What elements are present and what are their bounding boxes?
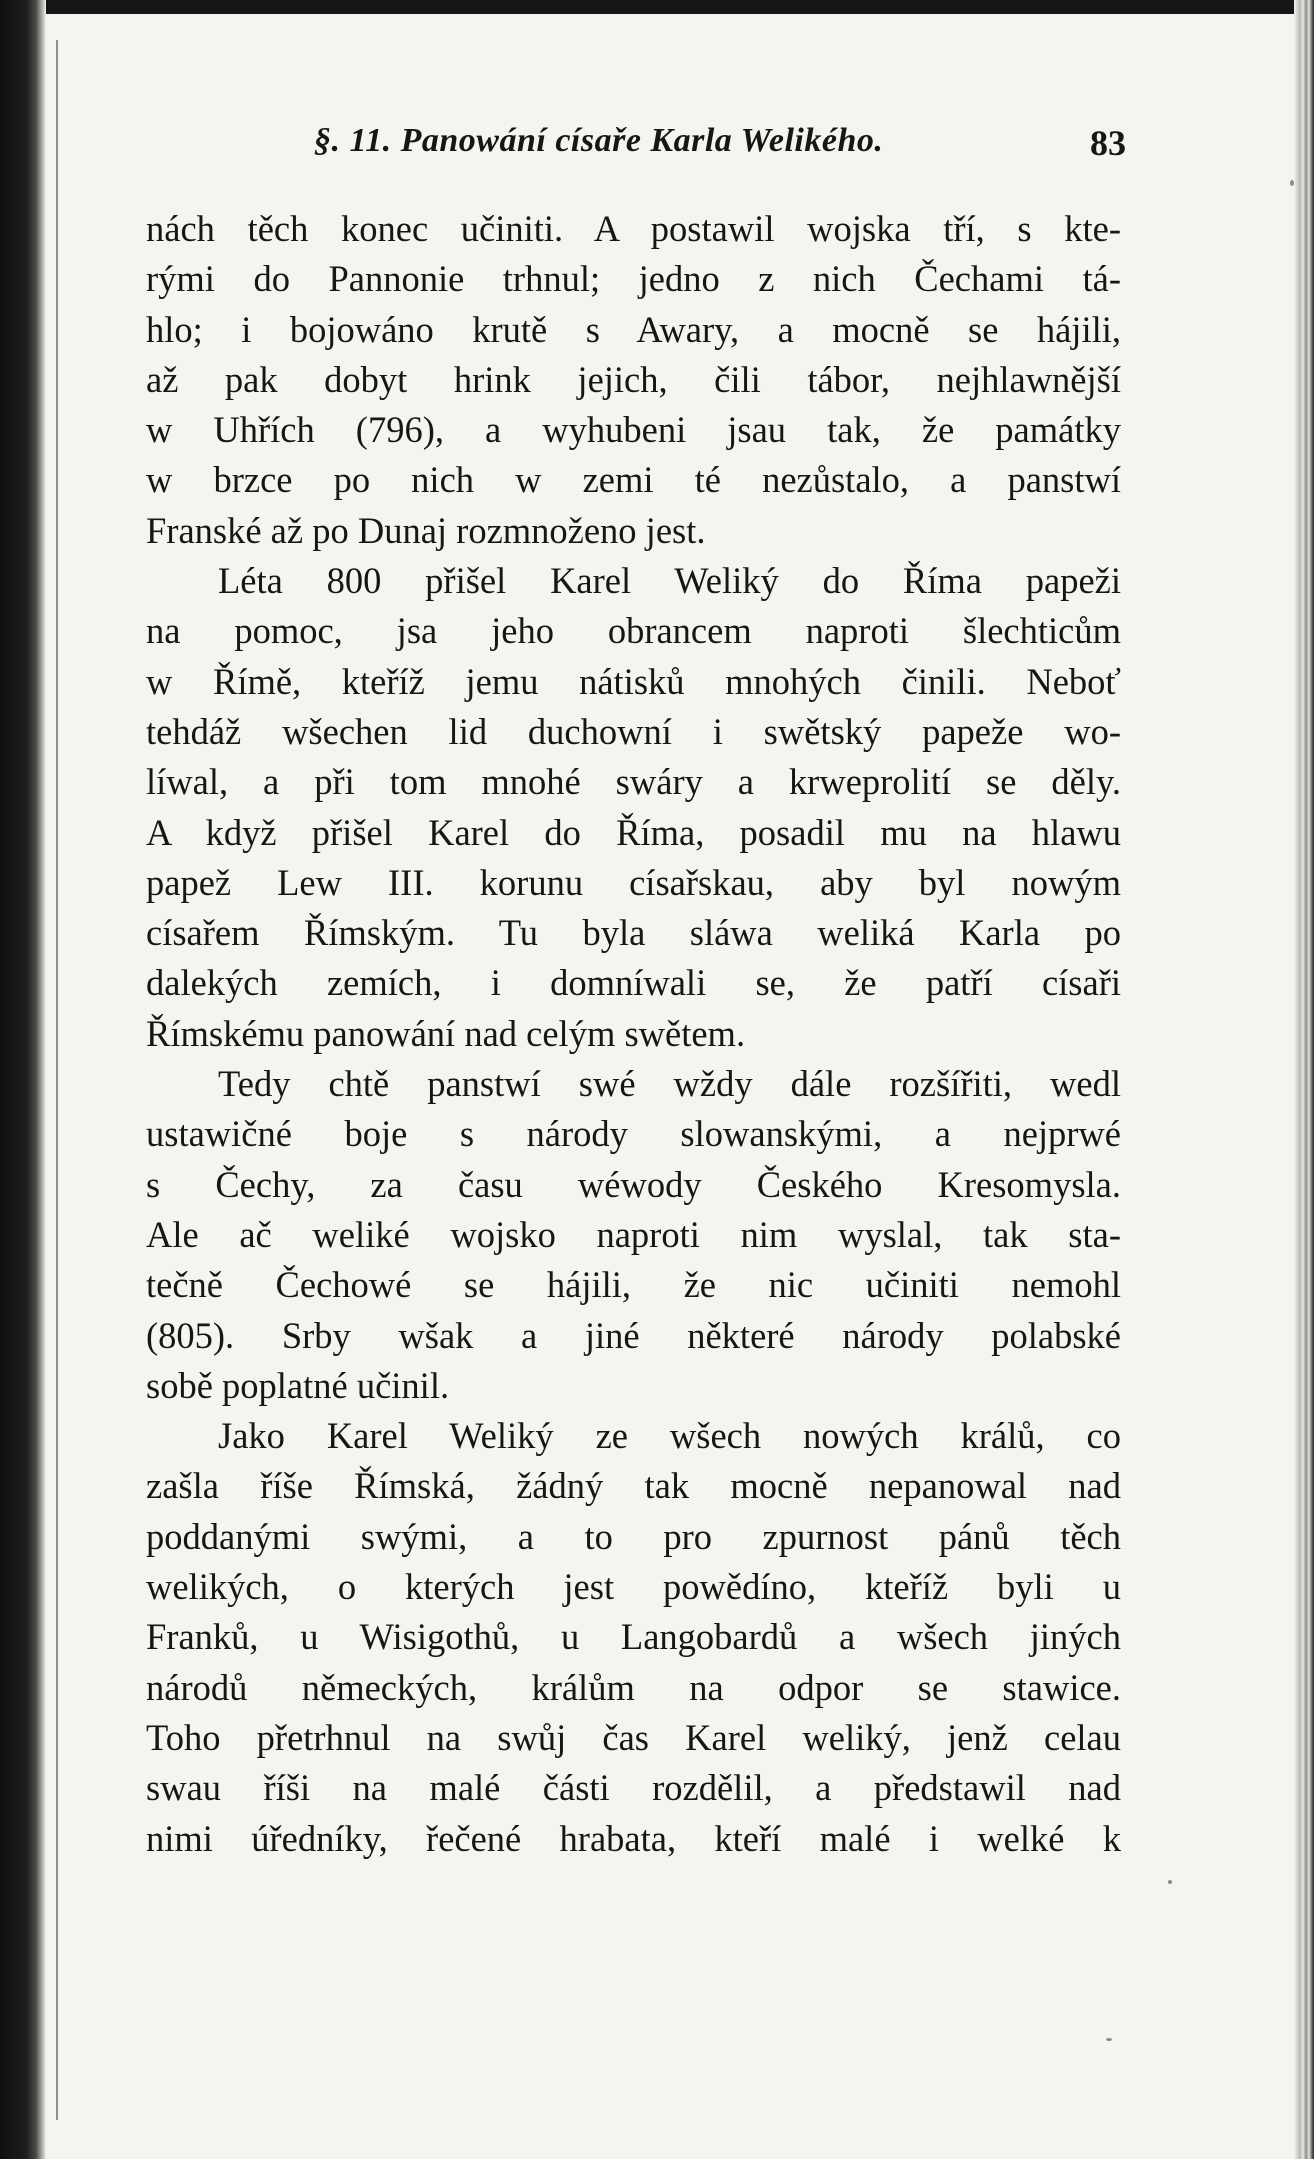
scan-speck bbox=[1290, 180, 1294, 186]
text-line: líwal, a při tom mnohé swáry a krweprolití se děly. bbox=[146, 761, 1121, 803]
text-line: nimi úředníky, řečené hrabata, kteří malé i welké k bbox=[146, 1817, 1121, 1859]
running-head bbox=[146, 122, 1126, 172]
text-line: w brzce po nich w zemi té nezůstalo, a panstwí bbox=[146, 459, 1121, 501]
text-line: tečně Čechowé se hájili, že nic učiniti nemohl bbox=[146, 1264, 1121, 1306]
text-line: rými do Pannonie trhnul; jedno z nich Čechami tá- bbox=[146, 258, 1121, 300]
binding-shadow bbox=[56, 40, 58, 2120]
text-line: Franské až po Dunaj rozmnoženo jest. bbox=[146, 509, 706, 551]
text-line: tehdáž wšechen lid duchowní i swětský papeže wo- bbox=[146, 710, 1121, 752]
running-head-title: §. 11. Panowání císaře Karla Welikého. bbox=[314, 122, 884, 159]
text-line: Toho přetrhnul na swůj čas Karel weliký, jenž celau bbox=[146, 1716, 1121, 1758]
text-line: s Čechy, za času wéwody Českého Kresomysla. bbox=[146, 1163, 1121, 1205]
text-line: welikých, o kterých jest powědíno, kteříž byli u bbox=[146, 1566, 1121, 1608]
text-line: Ale ač weliké wojsko naproti nim wyslal, tak sta- bbox=[146, 1213, 1121, 1255]
scan-speck bbox=[1168, 1880, 1172, 1884]
text-line: císařem Římským. Tu byla sláwa weliká Karla po bbox=[146, 912, 1121, 954]
text-line: na pomoc, jsa jeho obrancem naproti šlechticům bbox=[146, 610, 1121, 652]
scan-top-strip bbox=[0, 0, 1314, 14]
text-line: hlo; i bojowáno krutě s Awary, a mocně se hájili, bbox=[146, 308, 1121, 350]
text-line: ustawičné boje s národy slowanskými, a nejprwé bbox=[146, 1113, 1121, 1155]
text-line: národů německých, králům na odpor se stawice. bbox=[146, 1666, 1121, 1708]
page-number: 83 bbox=[1090, 123, 1126, 163]
text-line: až pak dobyt hrink jejich, čili tábor, nejhlawnější bbox=[146, 358, 1121, 400]
body-text bbox=[146, 204, 1121, 1864]
text-line: poddanými swými, a to pro zpurnost pánů těch bbox=[146, 1515, 1121, 1557]
paragraph-first-line: Léta 800 přišel Karel Weliký do Říma papeži bbox=[218, 560, 1121, 602]
text-line: sobě poplatné učinil. bbox=[146, 1364, 450, 1406]
text-line: Římskému panowání nad celým swětem. bbox=[146, 1012, 746, 1054]
text-line: A když přišel Karel do Říma, posadil mu na hlawu bbox=[146, 811, 1121, 853]
text-line: dalekých zemích, i domníwali se, že patří císaři bbox=[146, 962, 1121, 1004]
book-binding bbox=[0, 0, 46, 2159]
text-line: (805). Srby wšak a jiné některé národy polabské bbox=[146, 1314, 1121, 1356]
text-line: w Římě, kteříž jemu nátisků mnohých činili. Neboť bbox=[146, 660, 1121, 702]
scan-speck bbox=[1106, 2038, 1112, 2041]
text-line: Franků, u Wisigothů, u Langobardů a wšech jiných bbox=[146, 1616, 1121, 1658]
paragraph-first-line: Jako Karel Weliký ze wšech nowých králů, co bbox=[218, 1415, 1121, 1457]
text-line: papež Lew III. korunu císařskau, aby byl nowým bbox=[146, 861, 1121, 903]
paragraph-first-line: Tedy chtě panstwí swé wždy dále rozšířiti, wedl bbox=[218, 1063, 1121, 1105]
text-line: w Uhřích (796), a wyhubeni jsau tak, že památky bbox=[146, 409, 1121, 451]
text-line: zašla říše Římská, žádný tak mocně nepanowal nad bbox=[146, 1465, 1121, 1507]
page-edges bbox=[1294, 0, 1314, 2159]
text-line: swau říši na malé části rozdělil, a předstawil nad bbox=[146, 1767, 1121, 1809]
text-line: nách těch konec učiniti. A postawil wojska tří, s kte- bbox=[146, 208, 1121, 249]
